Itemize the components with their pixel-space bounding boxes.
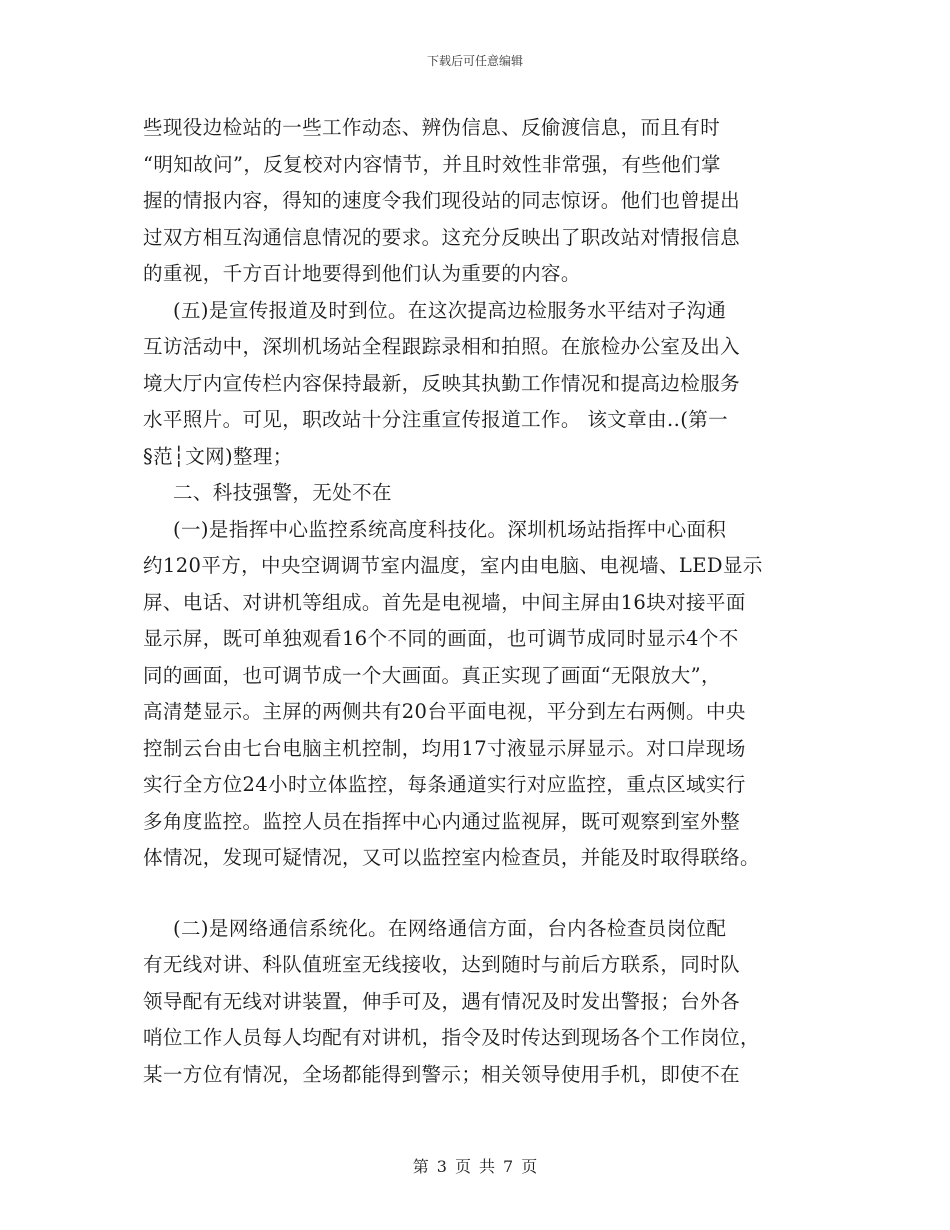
text-line: 些现役边检站的一些工作动态、辨伪信息、反偷渡信息，而且有时	[143, 116, 721, 139]
text-line: 多角度监控。监控人员在指挥中心内通过监视屏，既可观察到室外整	[143, 809, 741, 833]
paragraph-1	[143, 110, 808, 293]
total-pages-number: 7	[503, 1157, 514, 1176]
text-line: 同的画面，也可调节成一个大画面。真正实现了画面“无限放大”，	[143, 663, 721, 687]
page-header-note: 下载后可任意编辑	[426, 54, 523, 68]
footer-page-label: 页	[454, 1157, 471, 1176]
text-line: 握的情报内容，得知的速度令我们现役站的同志惊讶。他们也曾提出	[143, 189, 741, 212]
paragraph-2	[143, 293, 808, 476]
footer-suffix: 页	[521, 1157, 538, 1176]
text-line: 有无线对讲、科队值班室无线接收，达到随时与前后方联系，同时队	[143, 953, 741, 976]
text-line: 水平照片。可见，职改站十分注重宣传报道工作。 该文章由..(第一	[143, 408, 729, 431]
paragraph-3	[143, 512, 808, 877]
footer-prefix: 第	[412, 1157, 429, 1176]
text-line: §范┆文网)整理；	[143, 444, 293, 468]
text-line: 屏、电话、对讲机等组成。首先是电视墙，中间主屏由16块对接平面	[143, 590, 746, 614]
text-line: “明知故问”，反复校对内容情节，并且时效性非常强，有些他们掌	[143, 152, 721, 176]
footer-total-label: 共	[479, 1157, 496, 1176]
text-line: (五)是宣传报道及时到位。在这次提高边检服务水平结对子沟通	[173, 298, 727, 322]
page-footer	[0, 1154, 950, 1177]
text-line: 实行全方位24小时立体监控，每条通道实行对应监控，重点区域实行	[143, 773, 746, 796]
text-line: 高清楚显示。主屏的两侧共有20台平面电视，平分到左右两侧。中央	[143, 700, 746, 723]
current-page-number: 3	[436, 1157, 447, 1176]
text-line: (二)是网络通信系统化。在网络通信方面，台内各检查员岗位配	[173, 916, 727, 940]
text-line: 哨位工作人员每人均配有对讲机，指令及时传达到现场各个工作岗位，	[143, 1026, 760, 1049]
text-line: (一)是指挥中心监控系统高度科技化。深圳机场站指挥中心面积	[173, 517, 727, 541]
text-line: 的重视，千方百计地要得到他们认为重要的内容。	[143, 262, 581, 285]
text-line: 显示屏，既可单独观看16个不同的画面，也可调节成同时显示4个不	[143, 627, 739, 650]
text-line: 领导配有无线对讲装置，伸手可及，遇有情况及时发出警报；台外各	[143, 989, 741, 1013]
text-line: 体情况，发现可疑情况，又可以监控室内检查员，并能及时取得联络。	[143, 846, 760, 869]
paragraph-spacer	[143, 877, 808, 911]
text-line: 境大厅内宣传栏内容保持最新，反映其执勤工作情况和提高边检服务	[143, 371, 741, 395]
document-body	[143, 110, 808, 1093]
text-line: 过双方相互沟通信息情况的要求。这充分反映出了职改站对情报信息	[143, 225, 741, 249]
section-heading: 二、科技强警，无处不在	[173, 481, 392, 504]
paragraph-4	[143, 911, 808, 1094]
text-line: 控制云台由七台电脑主机控制，均用17寸液显示屏显示。对口岸现场	[143, 736, 746, 760]
text-line: 约120平方，中央空调调节室内温度，室内由电脑、电视墙、LED显示	[143, 554, 763, 577]
text-line: 某一方位有情况，全场都能得到警示；相关领导使用手机，即使不在	[143, 1062, 741, 1086]
text-line: 互访活动中，深圳机场站全程跟踪录相和拍照。在旅检办公室及出入	[143, 335, 741, 358]
